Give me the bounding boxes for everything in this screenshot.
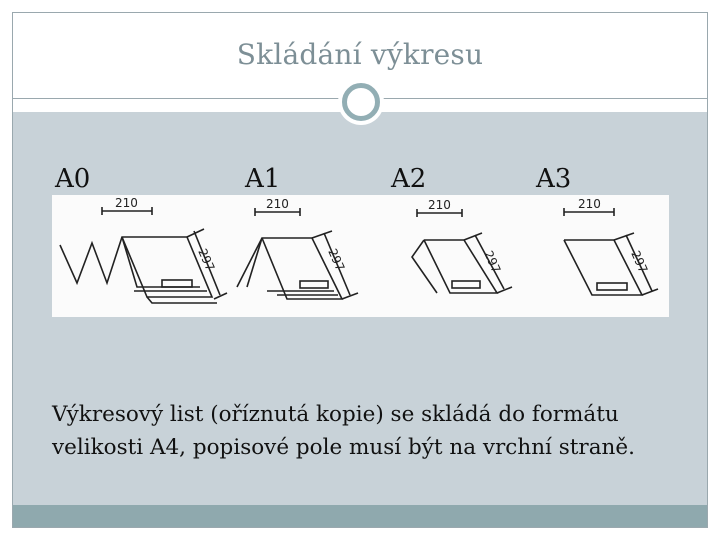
folding-drawing — [52, 195, 669, 317]
dim-width-a3: 210 — [578, 197, 601, 211]
dim-width-a1: 210 — [266, 197, 289, 211]
circle-ornament-icon — [342, 83, 380, 121]
dim-height-a2: 297 — [481, 248, 504, 276]
caption-text — [52, 398, 702, 464]
caption-line-2: velikosti A4, popisové pole musí být na vrchní straně. — [52, 435, 635, 460]
dim-height-a0: 297 — [195, 246, 218, 274]
dim-height-a3: 297 — [628, 248, 651, 276]
dim-height-a1: 297 — [325, 246, 348, 274]
slide-title: Skládání výkresu — [236, 38, 484, 71]
fold-figure-a2 — [412, 209, 512, 293]
format-label-a0: A0 — [55, 164, 91, 194]
format-label-a1: A1 — [245, 164, 281, 194]
footer-bar — [13, 505, 707, 527]
folding-diagram — [52, 195, 669, 317]
format-label-a3: A3 — [536, 164, 572, 194]
dim-width-a0: 210 — [115, 196, 138, 210]
fold-figure-a3 — [564, 208, 658, 295]
format-label-a2: A2 — [391, 164, 427, 194]
caption-line-1: Výkresový list (oříznutá kopie) se skládá do formátu — [52, 402, 619, 427]
dim-width-a2: 210 — [428, 198, 451, 212]
